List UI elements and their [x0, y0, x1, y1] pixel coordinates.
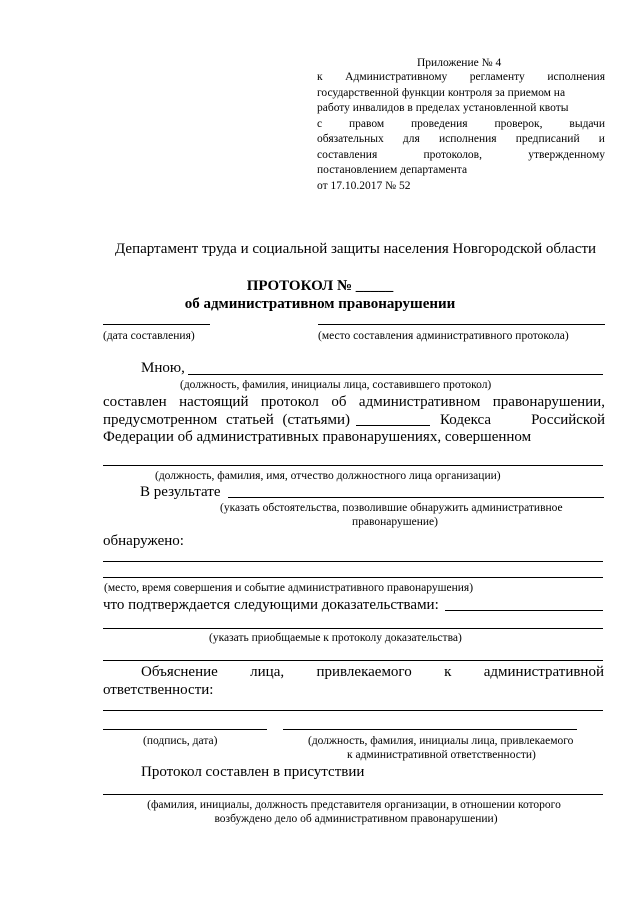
date-field[interactable] — [103, 324, 210, 325]
discovered-label: обнаружено: — [103, 533, 184, 549]
appendix-title: Приложение № 4 — [417, 57, 502, 69]
appendix-word: проверок, — [494, 117, 543, 130]
word: предусмотренном — [103, 412, 218, 428]
appendix-word: к — [317, 71, 323, 83]
appendix-line — [317, 148, 605, 162]
appendix-word: исполнения — [438, 133, 497, 145]
person-field[interactable] — [283, 729, 577, 730]
department-heading: Департамент труда и социальной защиты населения Новгородской области — [115, 241, 597, 257]
representative-field[interactable] — [103, 794, 603, 795]
appendix-word: выдачи — [569, 117, 605, 130]
appendix-line — [317, 70, 605, 84]
appendix-word: Административному — [345, 71, 448, 83]
appendix-word: исполнения — [547, 71, 605, 83]
body-line-1 — [103, 393, 605, 411]
explanation-field[interactable] — [103, 710, 603, 711]
appendix-word: обязательных — [317, 133, 384, 145]
word: привлекаемого — [316, 664, 412, 680]
appendix-word: предписаний — [515, 133, 580, 145]
appendix-word: государственной функции контроля за приемом на — [317, 86, 566, 99]
place-field[interactable] — [318, 324, 605, 325]
body-line-3: Федерации об административных правонарушениях, совершенном — [103, 429, 532, 445]
discovered-field-2[interactable] — [103, 577, 603, 578]
official-caption: (должность, фамилия, инициалы лица, составившего протокол) — [180, 379, 492, 391]
word: административной — [483, 664, 604, 680]
appendix-word: проведения — [411, 117, 468, 130]
rep-caption-2: возбуждено дело об административном правонарушении) — [214, 813, 498, 825]
signature-caption: (подпись, дата) — [143, 735, 218, 747]
appendix-date: от 17.10.2017 № 52 — [317, 180, 411, 192]
protocol-subtitle: об административном правонарушении — [184, 296, 456, 312]
appendix-line — [317, 86, 565, 100]
word: административном — [358, 394, 481, 410]
result-field[interactable] — [228, 497, 604, 498]
appendix-word: правом — [348, 117, 385, 130]
signature-field[interactable] — [103, 729, 267, 730]
org-official-field[interactable] — [103, 465, 603, 466]
violation-caption: (место, время совершения и событие административного правонарушения) — [104, 582, 474, 594]
appendix-line — [317, 163, 467, 177]
protocol-title: ПРОТОКОЛ № _____ — [246, 278, 394, 294]
appendix-word: утвержденному — [528, 148, 605, 161]
word: лица, — [250, 664, 285, 680]
result-caption-1: (указать обстоятельства, позволившие обнаружить административное — [220, 502, 563, 514]
word: правонарушении, — [492, 394, 605, 410]
word: Объяснение — [141, 664, 218, 680]
appendix-word: регламенту — [469, 71, 525, 83]
appendix-word: работу инвалидов в пределах установленной квоты — [317, 102, 569, 114]
evidence-label: что подтверждается следующими доказательствами: — [103, 597, 439, 613]
word: протокол — [260, 394, 319, 410]
body-line-2-right — [440, 411, 605, 429]
word: Кодекса — [440, 412, 492, 428]
body-line-2-left — [103, 411, 350, 429]
word: настоящий — [179, 394, 249, 410]
appendix-word: и — [598, 133, 605, 145]
explanation-line-1 — [141, 663, 604, 681]
place-caption: (место составления административного протокола) — [318, 330, 569, 342]
article-field[interactable] — [356, 425, 430, 426]
result-label: В результате — [140, 484, 221, 500]
rep-caption-1: (фамилия, инициалы, должность представителя организации, в отношении которого — [147, 799, 561, 811]
result-caption-2: правонарушение) — [352, 516, 438, 528]
presence-label: Протокол составлен в присутствии — [141, 764, 365, 780]
appendix-line — [317, 117, 605, 131]
evidence-caption: (указать приобщаемые к протоколу доказательства) — [209, 632, 462, 644]
word: об — [331, 394, 347, 410]
org-official-caption: (должность, фамилия, имя, отчество должностного лица организации) — [155, 470, 501, 482]
person-caption-2: к административной ответственности) — [347, 749, 536, 761]
word: Российской — [531, 412, 605, 428]
appendix-line — [317, 101, 569, 115]
explanation-line-2: ответственности: — [103, 682, 214, 698]
discovered-field-1[interactable] — [103, 561, 603, 562]
appendix-line — [317, 132, 605, 146]
appendix-word: протоколов, — [423, 148, 482, 161]
person-caption-1: (должность, фамилия, инициалы лица, привлекаемого — [308, 735, 574, 747]
official-field[interactable] — [188, 374, 603, 375]
evidence-field-2[interactable] — [103, 628, 603, 629]
mnoyu-label: Мною, — [141, 360, 185, 376]
appendix-word: постановлением департамента — [317, 164, 468, 176]
evidence-field-3[interactable] — [103, 660, 603, 661]
evidence-field-1[interactable] — [445, 610, 603, 611]
word: составлен — [103, 394, 167, 410]
appendix-word: составления — [317, 148, 378, 161]
date-caption: (дата составления) — [103, 330, 195, 342]
word: (статьями) — [282, 412, 350, 428]
appendix-word: с — [317, 117, 323, 130]
word: к — [444, 664, 452, 680]
appendix-word: для — [402, 133, 420, 145]
word: статьей — [226, 412, 274, 428]
